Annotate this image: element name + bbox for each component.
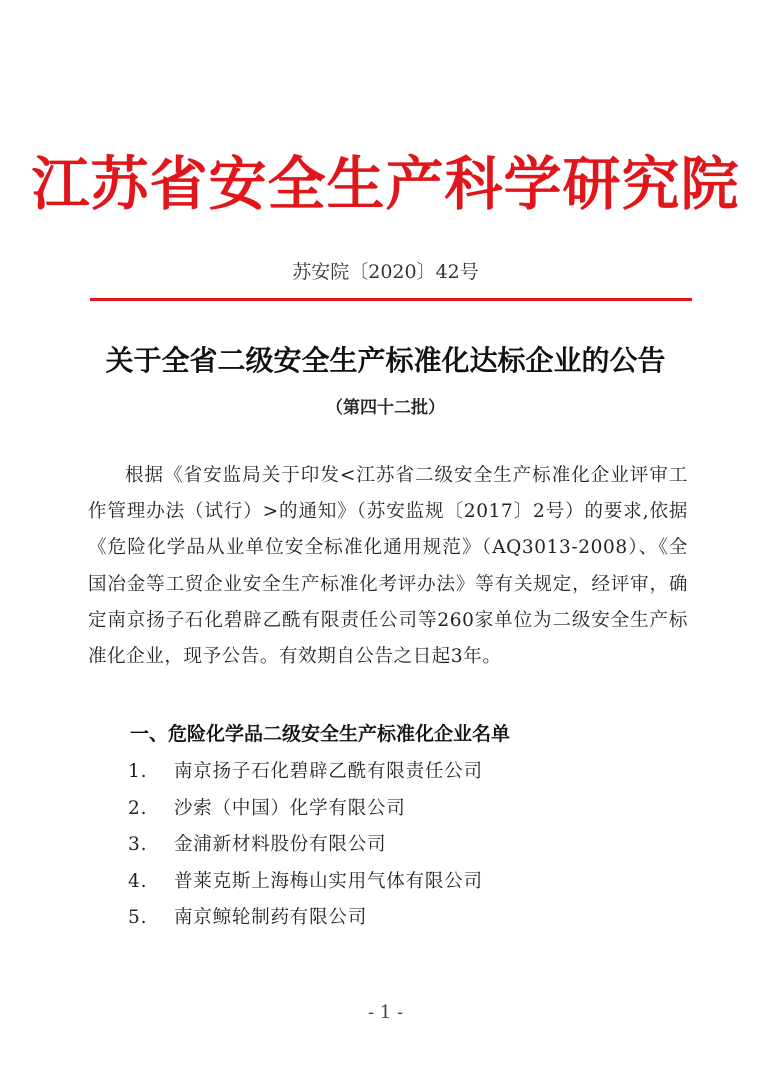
organization-title: 江苏省安全生产科学研究院 [31,150,740,218]
list-item [128,864,688,901]
notice-title: 关于全省二级安全生产标准化达标企业的公告 [105,344,666,377]
list-item-number: 3. [128,834,148,855]
batch-note: （第四十二批） [326,398,445,418]
page-number: - 1 - [367,1002,404,1023]
list-item-number: 5. [128,907,148,928]
list-item [128,754,688,791]
list-item [128,791,688,828]
document-number: 苏安院〔2020〕42号 [292,261,479,283]
section-heading: 一、危险化学品二级安全生产标准化企业名单 [130,723,511,745]
list-item-number: 4. [128,870,148,892]
list-item-number: 1. [128,761,148,782]
body-paragraph: 根据《省安监局关于印发<江苏省二级安全生产标准化企业评审工作管理办法（试行）>的通知》（苏安监规〔2017〕2号）的要求,依据《危险化学品从业单位安全标准化通用规范》（AQ3013-2008）、《全国冶金等工贸企业安全生产标准化考评办法》等有关规定，经评审，确定南京扬子石化碧辟乙酰有限责任公司等260家单位为二级安全生产标准化企业，现予公告。有效期自公告之日起3年。 [88,465,688,668]
list-item-name: 南京鲸轮制药有限公司 [174,907,368,928]
list-item [128,827,688,864]
list-item [128,900,688,937]
list-item-name: 普莱克斯上海梅山实用气体有限公司 [174,870,483,892]
list-item-name: 南京扬子石化碧辟乙酰有限责任公司 [174,761,483,782]
red-divider [90,298,692,301]
company-list [128,754,688,937]
list-item-name: 金浦新材料股份有限公司 [174,834,387,855]
list-item-name: 沙索（中国）化学有限公司 [174,797,406,819]
list-item-number: 2. [128,797,148,819]
